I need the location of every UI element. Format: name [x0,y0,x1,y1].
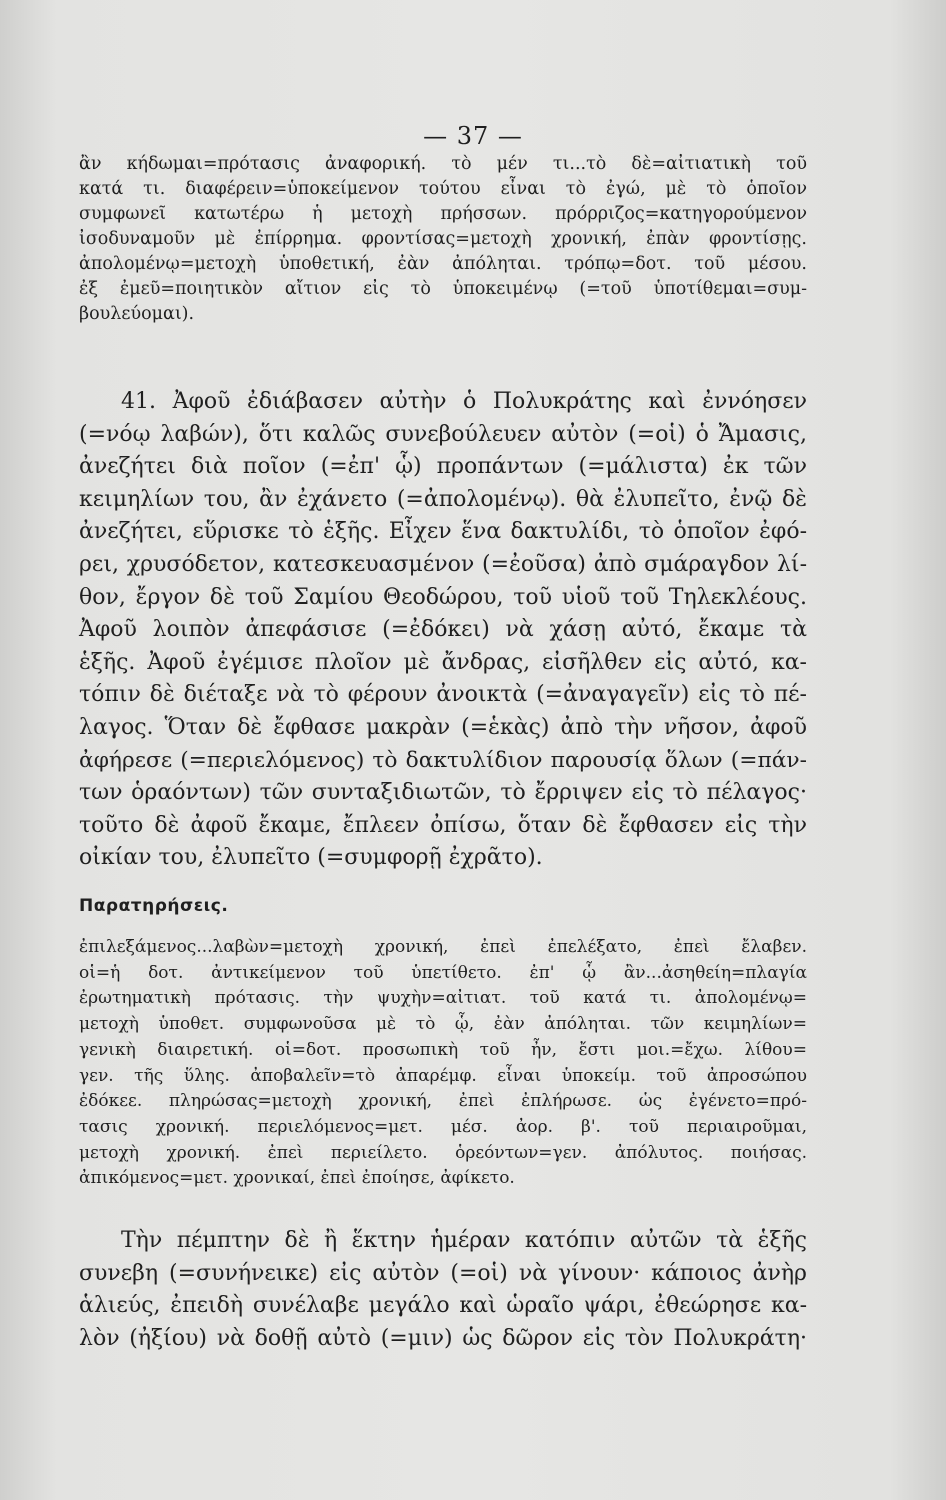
note-line: οἱ=ἡ δοτ. ἀντικείμενον τοῦ ὑπετίθετο. ἐπ' ᾧ ἂν...ἀσηθείη=πλαγία [79,962,807,983]
note-line: μετοχὴ χρονική. ἐπεὶ περιείλετο. ὁρεόντων=γεν. ἀπόλυτος. ποιήσας. [79,1142,807,1163]
paragraph-line: ἑξῆς. Ἀφοῦ ἐγέμισε πλοῖον μὲ ἄνδρας, εἰσῆλθεν εἰς αὐτό, κα- [79,649,807,675]
paragraph-line: Ἀφοῦ λοιπὸν ἀπεφάσισε (=ἐδόκει) νὰ χάσῃ αὐτό, ἔκαμε τὰ [79,617,807,643]
note-line: ἀπολομένῳ=μετοχὴ ὑποθετική, ἐὰν ἀπόληται. τρόπῳ=δοτ. τοῦ μέσου. [79,254,807,274]
paragraph-line: λὸν (ἠξίου) νὰ δοθῇ αὐτὸ (=μιν) ὡς δῶρον εἰς τὸν Πολυκράτη· [79,1325,807,1351]
notes-top [79,152,807,327]
note-line: ἐξ ἐμεῦ=ποιητικὸν αἴτιον εἰς τὸ ὑποκειμένῳ (=τοῦ ὑποτίθεμαι=συμ- [79,279,807,299]
paragraph-line: των ὁραόντων) τῶν συνταξιδιωτῶν, τὸ ἔρριψεν εἰς τὸ πέλαγος· [79,780,807,806]
notes-bottom [79,935,807,1192]
note-line: συμφωνεῖ κατωτέρω ἡ μετοχὴ πρήσσων. πρόρριζος=κατηγορούμενον [79,204,807,224]
paragraph-line: ἁλιεύς, ἐπειδὴ συνέλαβε μεγάλο καὶ ὡραῖο ψάρι, ἐθεώρησε κα- [79,1293,807,1319]
note-line: κατά τι. διαφέρειν=ὑποκείμενον τούτου εἶναι τὸ ἐγώ, μὲ τὸ ὁποῖον [79,179,807,199]
note-line: ἐδόκεε. πληρώσας=μετοχὴ χρονική, ἐπεὶ ἐπλήρωσε. ὡς ἐγένετο=πρό- [79,1091,807,1112]
section-heading: Παρατηρήσεις. [79,896,229,916]
paragraph-line: τόπιν δὲ διέταξε νὰ τὸ φέρουν ἀνοικτὰ (=ἀναγαγεῖν) εἰς τὸ πέ- [79,682,807,708]
note-line: τασις χρονική. περιελόμενος=μετ. μέσ. ἀορ. β'. τοῦ περιαιροῦμαι, [79,1116,807,1137]
paragraph-line: 41. Ἀφοῦ ἐδιάβασεν αὐτὴν ὁ Πολυκράτης καὶ ἐννόησεν [121,389,807,414]
paragraph-line: οἰκίαν του, ἐλυπεῖτο (=συμφορῇ ἐχρᾶτο). [79,845,543,871]
note-line: βουλεύομαι). [79,304,195,324]
note-line: γενικὴ διαιρετική. οἱ=δοτ. προσωπικὴ τοῦ ἦν, ἔστι μοι.=ἔχω. λίθου= [79,1039,807,1060]
paragraph-line: ἀνεζήτει, εὕρισκε τὸ ἑξῆς. Εἶχεν ἕνα δακτυλίδι, τὸ ὁποῖον ἐφό- [79,519,807,545]
final-paragraph [79,1225,807,1355]
paragraph-line: συνεβη (=συνήνεικε) εἰς αὐτὸν (=οἱ) νὰ γίνουν· κάποιος ἀνὴρ [79,1260,807,1286]
note-line: ἰσοδυναμοῦν μὲ ἐπίρρημα. φροντίσας=μετοχὴ χρονική, ἐπὰν φροντίσῃς. [79,229,807,249]
paragraph-line: κειμηλίων του, ἂν ἐχάνετο (=ἀπολομένῳ). θὰ ἐλυπεῖτο, ἐνῷ δὲ [79,486,807,512]
paragraph-line: ἀφήρεσε (=περιελόμενος) τὸ δακτυλίδιον παρουσίᾳ ὅλων (=πάν- [79,747,807,773]
note-line: ἐρωτηματικὴ πρότασις. τὴν ψυχὴν=αἰτιατ. τοῦ κατά τι. ἀπολομένῳ= [79,988,807,1009]
note-line: μετοχὴ ὑποθετ. συμφωνοῦσα μὲ τὸ ᾧ, ἐὰν ἀπόληται. τῶν κειμηλίων= [79,1014,807,1035]
paragraph-line: θον, ἔργον δὲ τοῦ Σαμίου Θεοδώρου, τοῦ υἱοῦ τοῦ Τηλεκλέους. [79,584,807,610]
paragraph-line: τοῦτο δὲ ἀφοῦ ἔκαμε, ἔπλεεν ὀπίσω, ὅταν δὲ ἔφθασεν εἰς τὴν [79,812,807,838]
paragraph-line: ἀνεζήτει διὰ ποῖον (=ἐπ' ᾧ) προπάντων (=μάλιστα) ἐκ τῶν [79,454,807,480]
paragraph-line: ρει, χρυσόδετον, κατεσκευασμένον (=ἐοῦσα) ἀπὸ σμάραγδον λί- [79,551,807,577]
paragraph-line: (=νόῳ λαβών), ὅτι καλῶς συνεβούλευεν αὐτὸν (=οἱ) ὁ Ἄμασις, [79,421,807,447]
main-paragraph [79,386,807,875]
paragraph-line: Τὴν πέμπτην δὲ ἢ ἕκτην ἡμέραν κατόπιν αὐτῶν τὰ ἑξῆς [121,1228,807,1253]
page-number: — 37 — [423,122,523,150]
note-line: ἀπικόμενος=μετ. χρονικαί, ἐπεὶ ἐποίησε, ἀφίκετο. [79,1168,515,1189]
note-line: ἂν κήδωμαι=πρότασις ἀναφορική. τὸ μέν τι...τὸ δὲ=αἰτιατικὴ τοῦ [79,154,807,174]
note-line: ἐπιλεξάμενος...λαβὼν=μετοχὴ χρονική, ἐπεὶ ἐπελέξατο, ἐπεὶ ἔλαβεν. [79,937,807,957]
note-line: γεν. τῆς ὕλης. ἀποβαλεῖν=τὸ ἀπαρέμφ. εἶναι ὑποκείμ. τοῦ ἀπροσώπου [79,1065,807,1086]
paragraph-line: λαγος. Ὅταν δὲ ἔφθασε μακρὰν (=ἑκὰς) ἀπὸ τὴν νῆσον, ἀφοῦ [79,714,807,740]
